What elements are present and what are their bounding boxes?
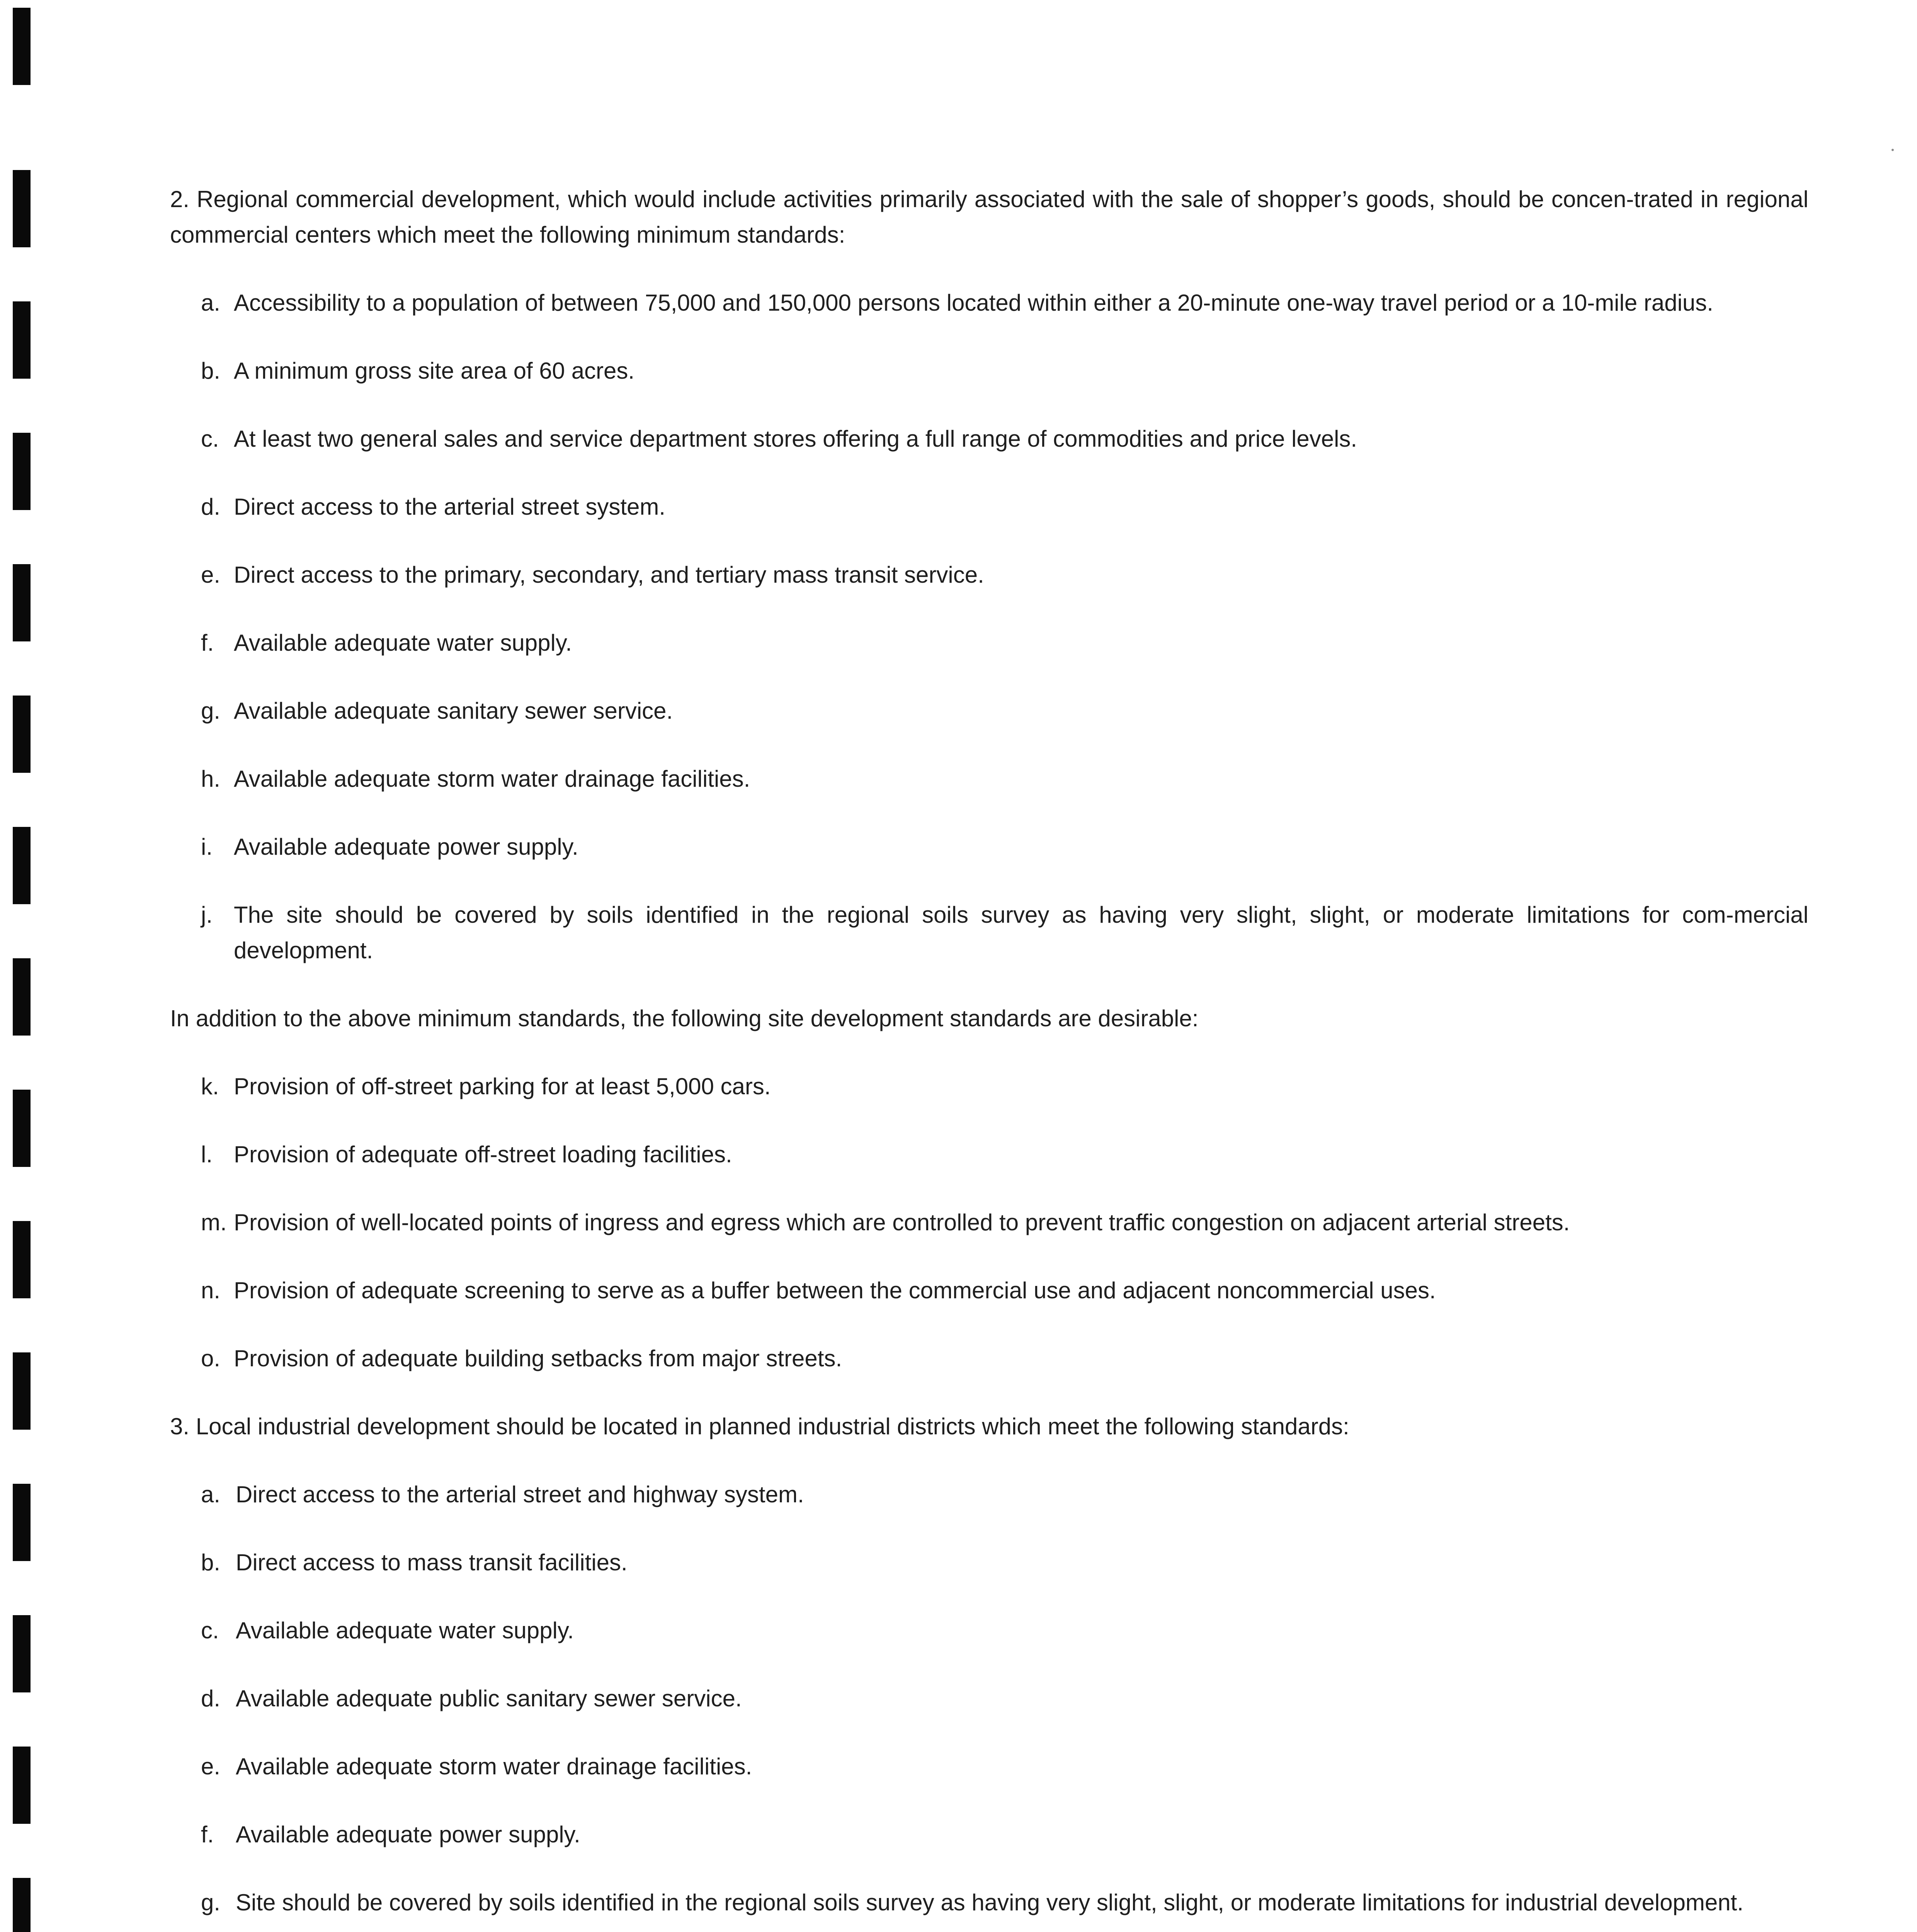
section-2-intro: 2. Regional commercial development, which would include activities primarily associated with the sale of shopper’s goods, should be concen-trated in regional commercial centers which meet the following minimum standards: [170,186,1808,248]
list-item [170,1613,1808,1648]
list-item-text: The site should be covered by soils identified in the regional soils survey as having very slight, slight, or moderate limitations for com-mercial development. [234,902,1808,963]
list-item-text: Available adequate power supply. [236,1821,580,1847]
list-item-text: Direct access to the primary, secondary, and tertiary mass transit service. [234,562,984,588]
binding-mark [13,1615,31,1692]
list-marker: a. [201,1481,221,1507]
list-item-text: Available adequate storm water drainage facilities. [236,1753,752,1779]
list-marker: e. [201,1753,221,1779]
list-marker: d. [201,494,221,520]
corner-dot [1891,149,1894,151]
list-item [170,1205,1808,1240]
list-marker: f. [201,630,214,656]
additional-standards-intro: In addition to the above minimum standards, the following site development standards are desirable: [170,1005,1199,1031]
binding-mark [13,1090,31,1167]
list-item-text: Accessibility to a population of between 75,000 and 150,000 persons located within either a 20-minute one-way travel period or a 10-mile radius. [234,290,1713,316]
list-marker: g. [201,1889,221,1915]
list-item [170,1681,1808,1716]
list-item [170,829,1808,865]
list-item [170,557,1808,593]
list-item-text: At least two general sales and service department stores offering a full range of commodities and price levels. [234,426,1357,452]
binding-mark [13,1878,31,1932]
list-item [170,489,1808,525]
list-item [170,1137,1808,1172]
list-item [170,1545,1808,1580]
list-item [170,1341,1808,1376]
binding-mark [13,564,31,641]
additional-standards-list [170,1069,1808,1376]
list-marker: b. [201,358,221,384]
list-marker: c. [201,1617,219,1643]
list-item [170,1885,1808,1920]
list-marker: k. [201,1073,219,1099]
list-item-text: Direct access to the arterial street system. [234,494,666,520]
list-item-text: Available adequate water supply. [234,630,572,656]
list-marker: o. [201,1345,221,1371]
list-marker: e. [201,562,221,588]
list-item-text: Available adequate storm water drainage facilities. [234,766,750,792]
list-item [170,761,1808,797]
section-3-list [170,1477,1808,1920]
binding-mark [13,696,31,773]
list-item-text: Available adequate power supply. [234,834,578,860]
list-marker: l. [201,1141,213,1167]
list-marker: f. [201,1821,214,1847]
page-body [170,182,1808,1932]
list-item-text: Direct access to mass transit facilities. [236,1549,628,1575]
list-item-text: Provision of adequate screening to serve as a buffer between the commercial use and adjacent noncommercial uses. [234,1277,1436,1303]
list-item [170,1749,1808,1784]
list-item [170,693,1808,729]
list-item [170,353,1808,389]
binding-mark [13,1484,31,1561]
list-item-text: A minimum gross site area of 60 acres. [234,358,635,384]
list-item-text: Direct access to the arterial street and highway system. [236,1481,804,1507]
binding-mark [13,301,31,379]
list-item-text: Available adequate sanitary sewer service. [234,698,673,724]
list-item [170,1817,1808,1852]
list-item-text: Provision of well-located points of ingress and egress which are controlled to prevent traffic congestion on adjacent arterial streets. [234,1209,1570,1235]
binding-mark [13,1352,31,1430]
list-item-text: Provision of adequate building setbacks from major streets. [234,1345,842,1371]
list-marker: g. [201,698,221,724]
list-marker: b. [201,1549,221,1575]
binding-mark [13,958,31,1036]
list-marker: a. [201,290,221,316]
section-3-intro: 3. Local industrial development should be located in planned industrial districts which meet the following standards: [170,1413,1349,1439]
list-item [170,421,1808,457]
binding-mark [13,170,31,247]
list-marker: h. [201,766,221,792]
list-item-text: Available adequate water supply. [236,1617,574,1643]
list-item-text: Provision of adequate off-street loading facilities. [234,1141,732,1167]
list-marker: i. [201,834,213,860]
list-marker: d. [201,1685,221,1711]
list-item [170,897,1808,968]
list-item [170,1477,1808,1512]
binding-mark [13,827,31,904]
list-item [170,1273,1808,1308]
binding-mark [13,1221,31,1298]
list-marker: n. [201,1277,221,1303]
list-item-text: Site should be covered by soils identified in the regional soils survey as having very slight, slight, or moderate limitations for industrial development. [236,1889,1744,1915]
list-item [170,285,1808,321]
section-2-list [170,285,1808,968]
binding-mark [13,8,31,85]
list-marker: c. [201,426,219,452]
list-item [170,1069,1808,1104]
list-marker: j. [201,902,213,928]
list-item-text: Provision of off-street parking for at least 5,000 cars. [234,1073,771,1099]
binding-mark [13,1747,31,1824]
list-item-text: Available adequate public sanitary sewer service. [236,1685,742,1711]
list-item [170,625,1808,661]
binding-mark [13,433,31,510]
list-marker: m. [201,1209,227,1235]
